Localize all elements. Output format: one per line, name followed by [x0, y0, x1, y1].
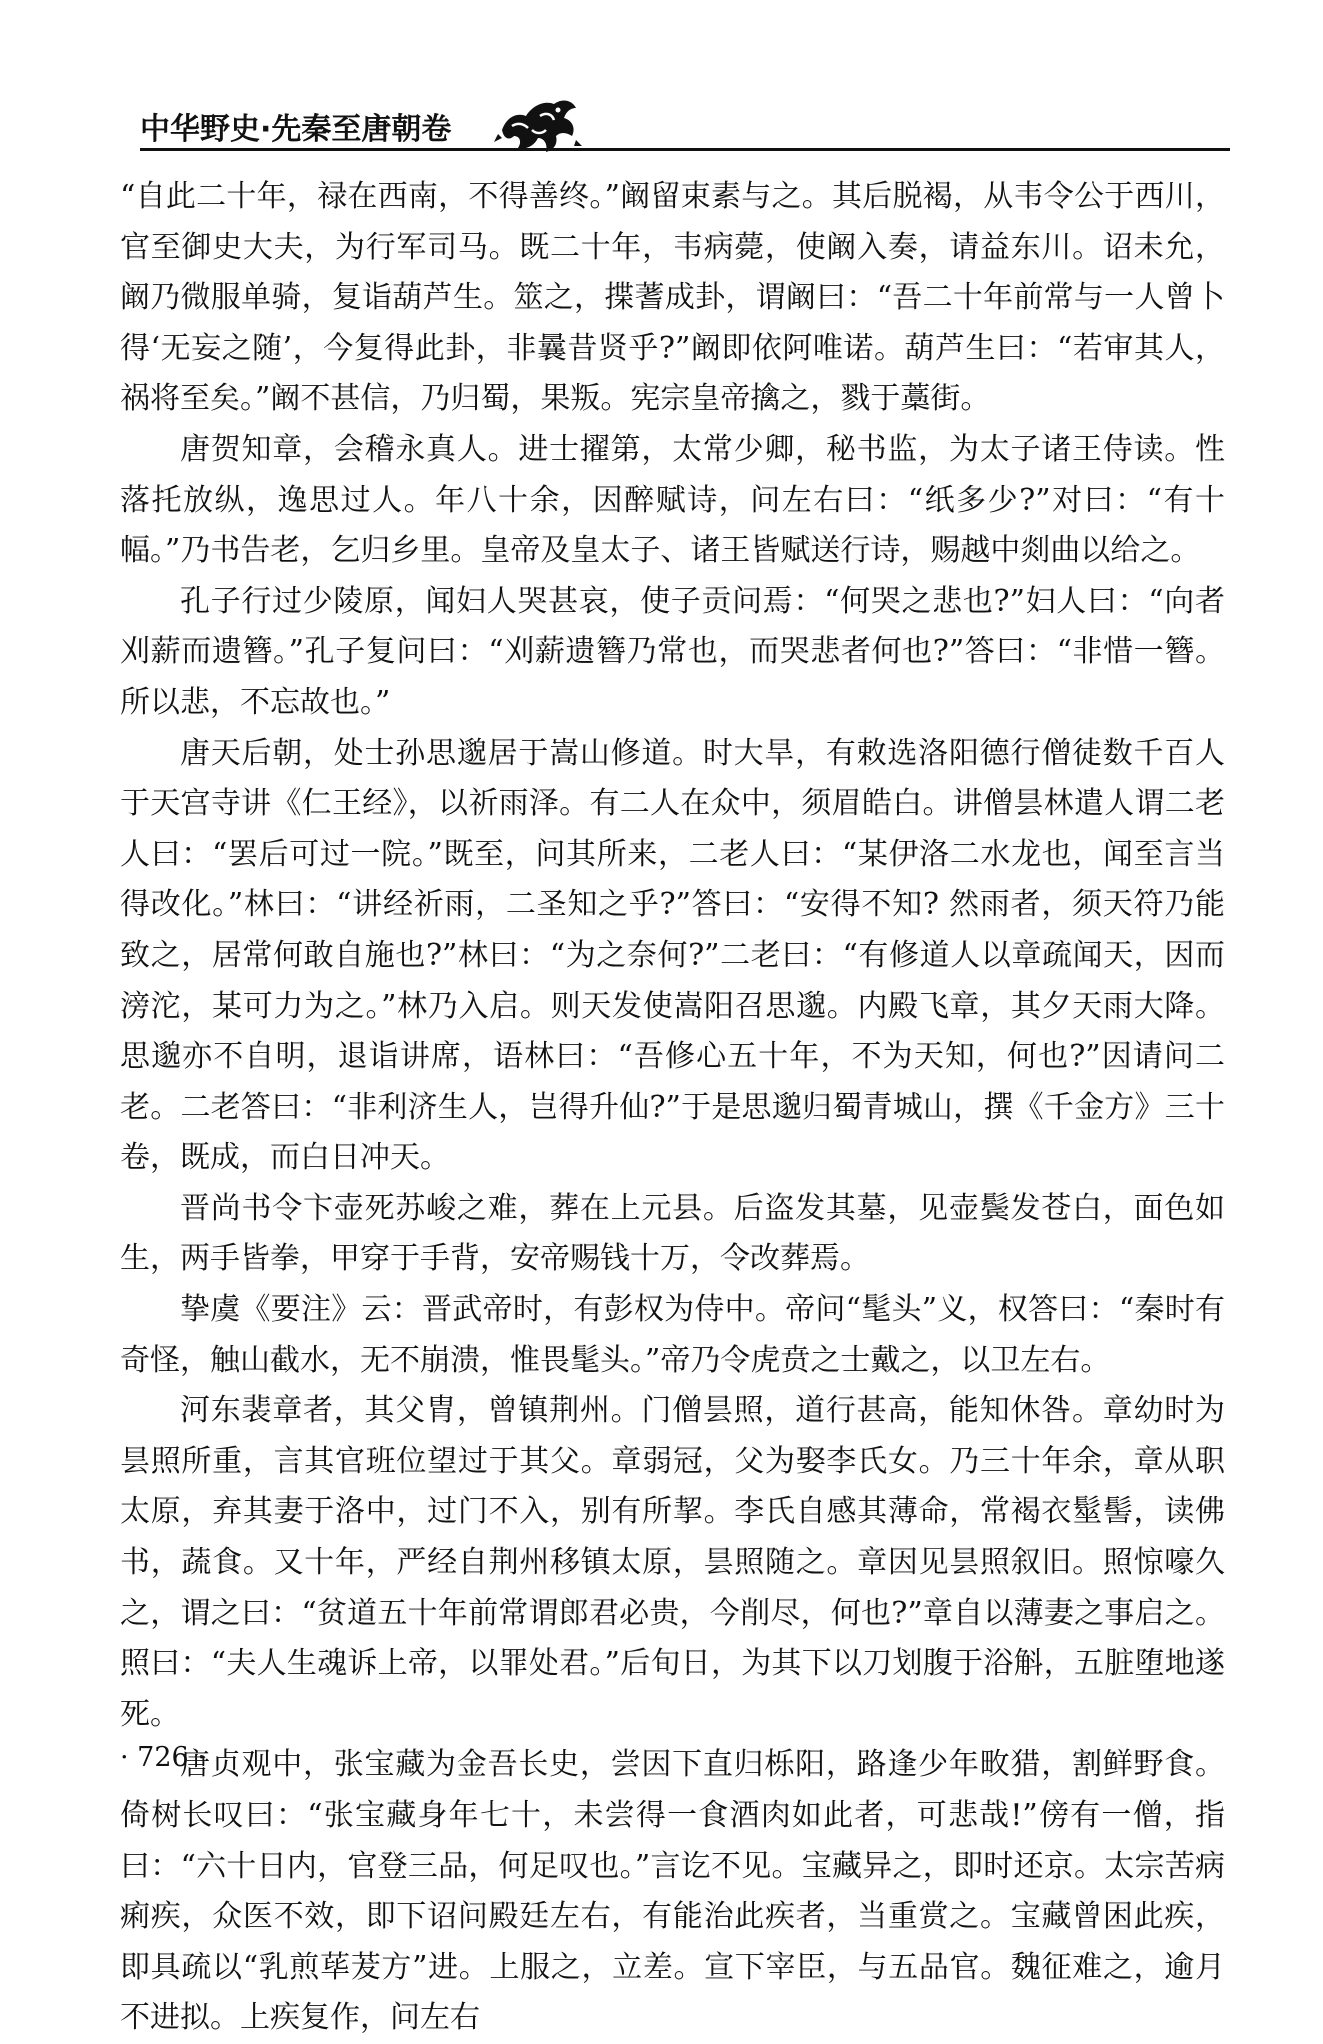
- paragraph: 唐贺知章，会稽永真人。进士擢第，太常少卿，秘书监，为太子诸王侍读。性落托放纵，逸思过人。年八十余，因醉赋诗，问左右曰：“纸多少?”对曰：“有十幅。”乃书告老，乞归乡里。皇帝及皇太子、诸王皆赋送行诗，赐越中剡曲以给之。: [120, 431, 1225, 569]
- paragraph: “自此二十年，禄在西南，不得善终。”阚留束素与之。其后脱褐，从韦令公于西川，官至御史大夫，为行军司马。既二十年，韦病薨，使阚入奏，请益东川。诏未允，阚乃微服单骑，复诣葫芦生。筮之，揲蓍成卦，谓阚曰：“吾二十年前常与一人曾卜得‘无妄之随’，今复得此卦，非曩昔贤乎?”阚即依阿唯诺。葫芦生曰：“若审其人，祸将至矣。”阚不甚信，乃归蜀，果叛。宪宗皇帝擒之，戮于藁街。: [120, 179, 1225, 417]
- paragraph: 晋尚书令卞壶死苏峻之难，葬在上元县。后盗发其墓，见壶鬓发苍白，面色如生，两手皆拳，甲穿于手背，安帝赐钱十万，令改葬焉。: [120, 1190, 1225, 1277]
- book-title: 中华野史·先秦至唐朝卷: [140, 112, 452, 147]
- paragraph: 唐天后朝，处士孙思邈居于嵩山修道。时大旱，有敕选洛阳德行僧徒数千百人于天宫寺讲《仁王经》，以祈雨泽。有二人在众中，须眉皓白。讲僧昙林遣人谓二老人曰：“罢后可过一院。”既至，问其所来，二老人曰：“某伊洛二水龙也，闻至言当得改化。”林曰：“讲经祈雨，二圣知之乎?”答曰：“安得不知? 然雨者，须天符乃能致之，居常何敢自施也?”林曰：“为之奈何?”二老曰：“有修道人以章疏闻天，因而滂沱，某可力为之。”林乃入启。则天发使嵩阳召思邈。内殿飞章，其夕天雨大降。思邈亦不自明，退诣讲席，语林曰：“吾修心五十年，不为天知，何也?”因请问二老。二老答曰：“非利济生人，岂得升仙?”于是思邈归蜀青城山，撰《千金方》三十卷，既成，而白日冲天。: [120, 735, 1225, 1176]
- paragraph: 孔子行过少陵原，闻妇人哭甚哀，使子贡问焉：“何哭之悲也?”妇人曰：“向者刈薪而遗簪。”孔子复问曰：“刈薪遗簪乃常也，而哭悲者何也?”答曰：“非惜一簪。所以悲，不忘故也。”: [120, 583, 1225, 720]
- page-body: [120, 172, 1225, 2044]
- dragon-logo-icon: [492, 90, 582, 156]
- header-rule: [140, 148, 1230, 151]
- running-header: [140, 100, 1230, 160]
- paragraph: 唐贞观中，张宝藏为金吾长史，尝因下直归栎阳，路逢少年畋猎，割鲜野食。倚树长叹曰：“张宝藏身年七十，未尝得一食酒肉如此者，可悲哉!”傍有一僧，指曰：“六十日内，官登三品，何足叹也。”言讫不见。宝藏异之，即时还京。太宗苦病痢疾，众医不效，即下诏问殿廷左右，有能治此疾者，当重赏之。宝藏曾困此疾，即具疏以“乳煎荜茇方”进。上服之，立差。宣下宰臣，与五品官。魏征难之，逾月不进拟。上疾复作，问左右: [120, 1747, 1225, 2036]
- paragraph: 河东裴章者，其父胄，曾镇荆州。门僧昙照，道行甚高，能知休咎。章幼时为昙照所重，言其官班位望过于其父。章弱冠，父为娶李氏女。乃三十年余，章从职太原，弃其妻于洛中，过门不入，别有所挈。李氏自感其薄命，常褐衣髽髻，读佛书，蔬食。又十年，严经自荆州移镇太原，昙照随之。章因见昙照叙旧。照惊嚎久之，谓之曰：“贫道五十年前常谓郎君必贵，今削尽，何也?”章自以薄妻之事启之。照曰：“夫人生魂诉上帝，以罪处君。”后旬日，为其下以刀划腹于浴斛，五脏堕地遂死。: [120, 1393, 1225, 1732]
- paragraph: 挚虞《要注》云：晋武帝时，有彭权为侍中。帝问“髦头”义，权答曰：“秦时有奇怪，触山截水，无不崩溃，惟畏髦头。”帝乃令虎贲之士戴之，以卫左右。: [120, 1292, 1225, 1378]
- page-number: · 726 ·: [120, 1742, 206, 1773]
